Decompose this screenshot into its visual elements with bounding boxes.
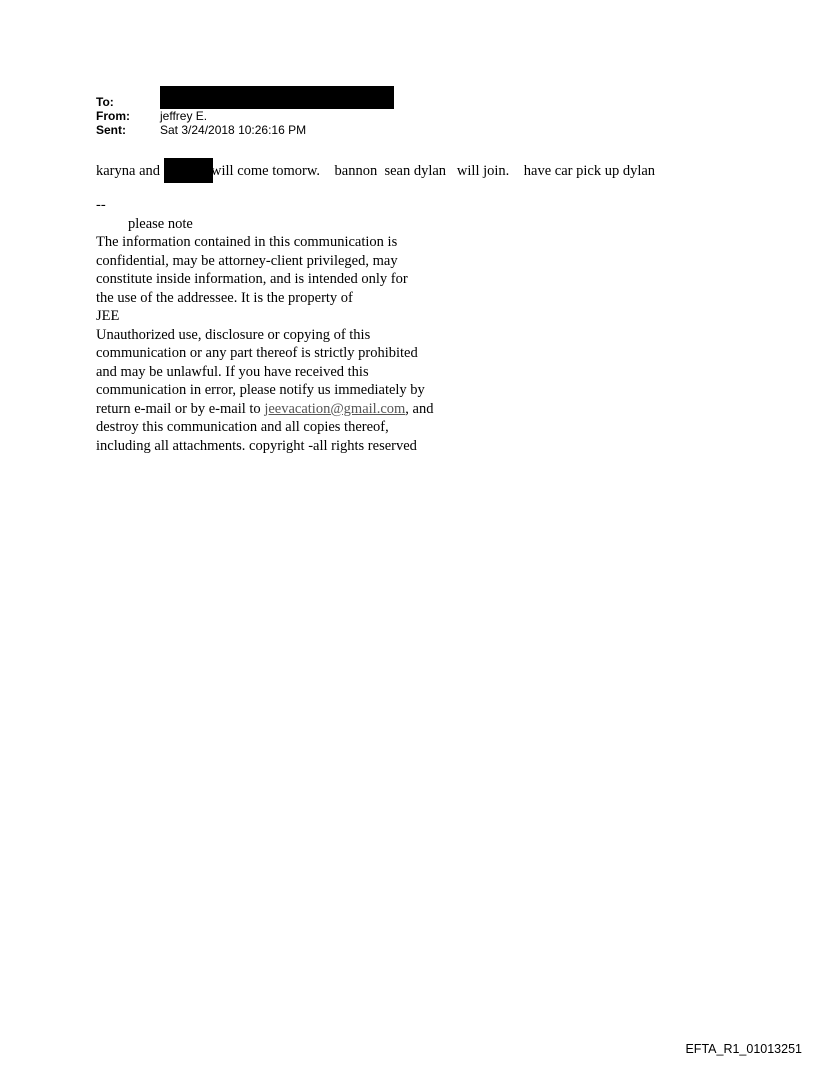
signature-separator: -- — [96, 197, 106, 213]
redaction-box — [164, 158, 213, 183]
to-label: To: — [96, 95, 114, 109]
from-value: jeffrey E. — [160, 109, 208, 123]
disclaimer-line: communication in error, please notify us immediately by — [96, 382, 425, 398]
disclaimer-line: JEE — [96, 308, 120, 324]
disclaimer-line: Unauthorized use, disclosure or copying of this — [96, 326, 371, 343]
sent-row — [96, 123, 394, 137]
disclaimer-line: confidential, may be attorney-client privileged, may — [96, 252, 398, 269]
message-part2: will come tomorw. bannon sean dylan will join. have car pick up dylan — [211, 163, 656, 179]
document-id: EFTA_R1_01013251 — [685, 1042, 802, 1056]
message-body — [96, 158, 655, 183]
disclaimer-line: and may be unlawful. If you have received this — [96, 363, 369, 380]
email-link[interactable]: jeevacation@gmail.com — [264, 400, 406, 417]
to-row — [96, 95, 394, 109]
email-line-suffix: , and — [405, 400, 434, 417]
redaction-box — [160, 86, 394, 109]
disclaimer-line: The information contained in this communication is — [96, 234, 398, 250]
signature-block — [96, 196, 476, 455]
disclaimer-line: destroy this communication and all copies thereof, — [96, 419, 389, 435]
please-note: please note — [128, 215, 193, 232]
disclaimer-line: the use of the addressee. It is the property of — [96, 289, 353, 306]
disclaimer-line: constitute inside information, and is intended only for — [96, 271, 408, 287]
disclaimer-line: including all attachments. copyright -all rights reserved — [96, 437, 417, 454]
from-label: From: — [96, 109, 130, 123]
sent-value: Sat 3/24/2018 10:26:16 PM — [160, 123, 307, 137]
sent-label: Sent: — [96, 123, 126, 137]
email-line-prefix: return e-mail or by e-mail to — [96, 400, 265, 417]
email-header — [96, 95, 394, 137]
from-row — [96, 109, 394, 123]
disclaimer-email-line — [96, 400, 476, 419]
disclaimer-line: communication or any part thereof is strictly prohibited — [96, 345, 418, 361]
message-part1: karyna and — [96, 163, 161, 179]
